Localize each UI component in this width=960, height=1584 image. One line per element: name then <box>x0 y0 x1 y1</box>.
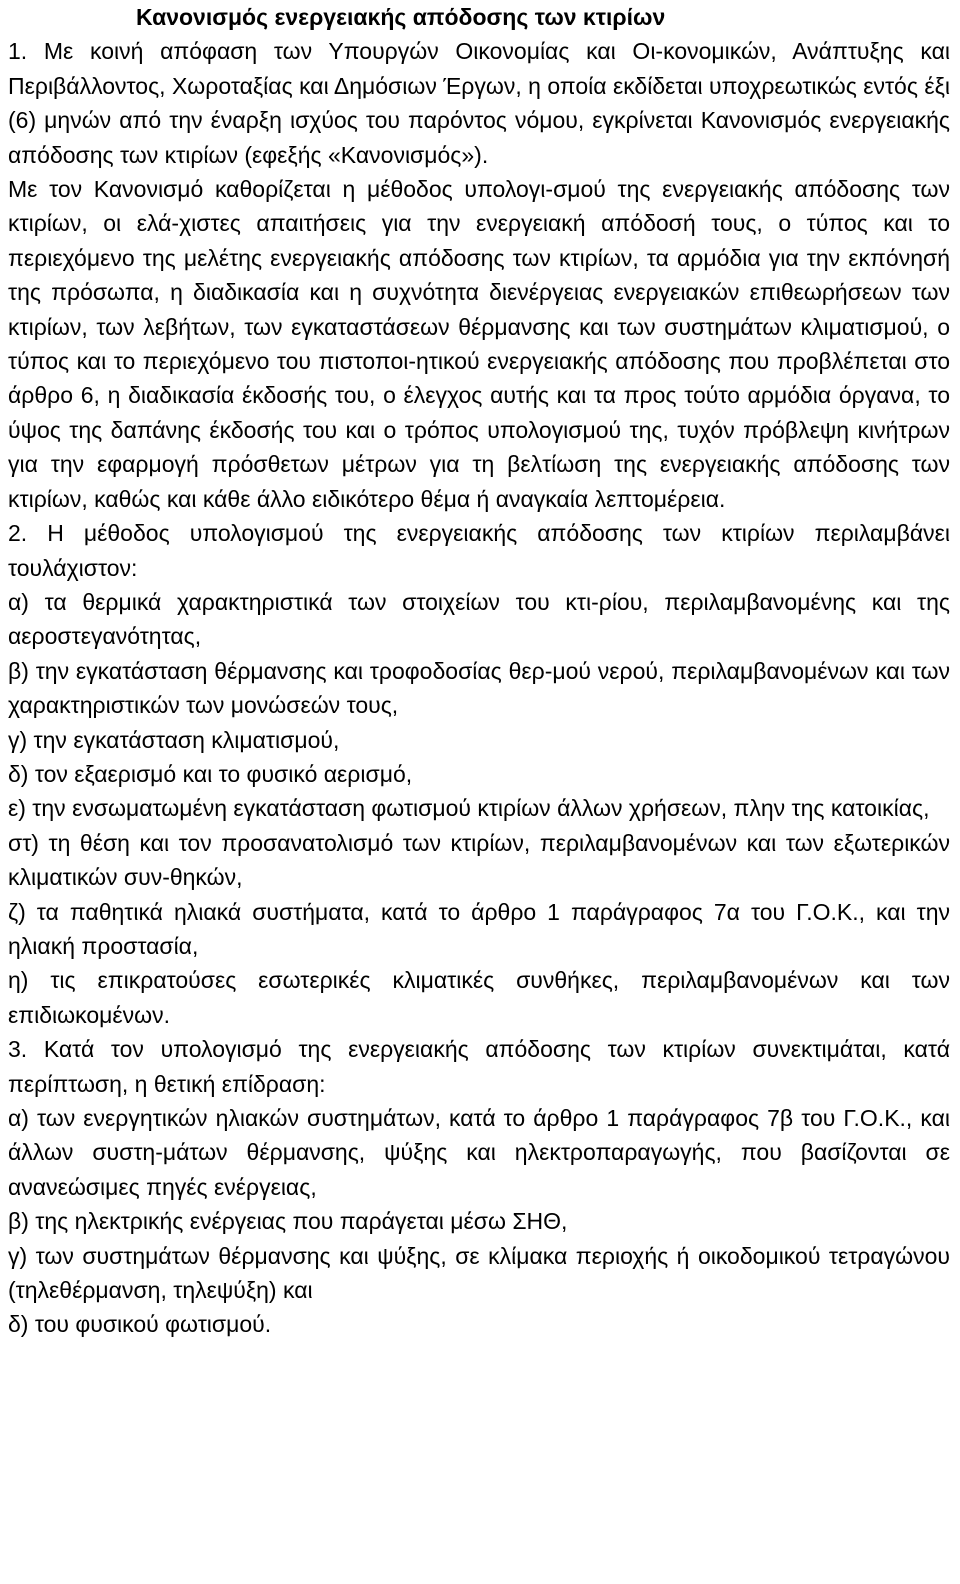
list-item-3a: α) των ενεργητικών ηλιακών συστημάτων, κατά το άρθρο 1 παράγραφος 7β του Γ.Ο.Κ., και άλλων συστη-μάτων θέρμανσης, ψύξης και ηλεκτροπαραγωγής, που βασίζονται σε ανανεώσιμες πηγές ενέργειας, <box>8 1105 950 1200</box>
list-item-3b: β) της ηλεκτρικής ενέργειας που παράγεται μέσω ΣΗΘ, <box>8 1208 568 1235</box>
paragraph-regulation-scope: Με τον Κανονισμό καθορίζεται η μέθοδος υπολογι-σμού της ενεργειακής απόδοσης των κτιρίων, οι ελά-χιστες απαιτήσεις για την ενεργειακή απόδοσή τους, ο τύπος και το περιεχόμενο της μελέτης ενεργειακής απόδοσης των κτιρίων, τα αρμόδια για την εκπόνησή της πρόσωπα, η διαδικασία και η συχνότητα διενέργειας ενεργειακών επιθεωρήσεων των κτιρίων, των λεβήτων, των εγκαταστάσεων θέρμανσης και των συστημάτων κλιματισμού, ο τύπος και το περιεχόμενο του πιστοποι-ητικού ενεργειακής απόδοσης που προβλέπεται στο άρθρο 6, η διαδικασία έκδοσής του, ο έλεγχος αυτής και τα προς τούτο αρμόδια όργανα, το ύψος της δαπάνης έκδοσής του και ο τρόπος υπολογισμού της, τυχόν πρόβλεψη κινήτρων για την εφαρμογή πρόσθετων μέτρων για τη βελτίωση της ενεργειακής απόδοσης των κτιρίων, καθώς και κάθε άλλο ειδικότερο θέμα ή αναγκαία λεπτομέρεια. <box>8 176 950 512</box>
paragraph-3: 3. Κατά τον υπολογισμό της ενεργειακής απόδοσης των κτιρίων συνεκτιμάται, κατά περίπτωση, η θετική επίδραση: <box>8 1036 950 1097</box>
list-item-2st: στ) τη θέση και τον προσανατολισμό των κτιρίων, περιλαμβανομένων και των εξωτερικών κλιματικών συν-θηκών, <box>8 829 950 891</box>
list-item-3d: δ) του φυσικού φωτισμού. <box>8 1311 272 1338</box>
list-item-2d: δ) τον εξαερισμό και το φυσικό αερισμό, <box>8 760 413 787</box>
list-item-2b: β) την εγκατάσταση θέρμανσης και τροφοδοσίας θερ-μού νερού, περιλαμβανομένων και των χαρακτηριστικών των μονώσεών τους, <box>8 657 950 719</box>
list-item-2c: γ) την εγκατάσταση κλιματισμού, <box>8 726 340 753</box>
document-title: Κανονισμός ενεργειακής απόδοσης των κτιρίων <box>136 4 666 30</box>
list-item-2a: α) τα θερμικά χαρακτηριστικά των στοιχείων του κτι-ρίου, περιλαμβανομένης και της αεροστεγανότητας, <box>8 588 950 650</box>
paragraph-1: 1. Με κοινή απόφαση των Υπουργών Οικονομίας και Οι-κονομικών, Ανάπτυξης και Περιβάλλοντος, Χωροταξίας και Δημόσιων Έργων, η οποία εκδίδεται υποχρεωτικώς εντός έξι (6) μηνών από την έναρξη ισχύος του παρόντος νόμου, εγκρίνεται Κανονισμός ενεργειακής απόδοσης των κτιρίων (εφεξής «Κανονισμός»). <box>8 38 950 168</box>
list-item-3c: γ) των συστημάτων θέρμανσης και ψύξης, σε κλίμακα περιοχής ή οικοδομικού τετραγώνου (τηλεθέρμανση, τηλεψύξη) και <box>8 1242 950 1304</box>
list-item-2z: ζ) τα παθητικά ηλιακά συστήματα, κατά το άρθρο 1 παράγραφος 7α του Γ.Ο.Κ., και την ηλιακή προστασία, <box>8 898 950 959</box>
list-item-2h: η) τις επικρατούσες εσωτερικές κλιματικές συνθήκες, περιλαμβανομένων και των επιδιωκομένων. <box>8 967 950 1028</box>
list-item-2e: ε) την ενσωματωμένη εγκατάσταση φωτισμού κτιρίων άλλων χρήσεων, πλην της κατοικίας, <box>8 795 930 822</box>
paragraph-2: 2. Η μέθοδος υπολογισμού της ενεργειακής απόδοσης των κτιρίων περιλαμβάνει τουλάχιστον: <box>8 520 950 581</box>
